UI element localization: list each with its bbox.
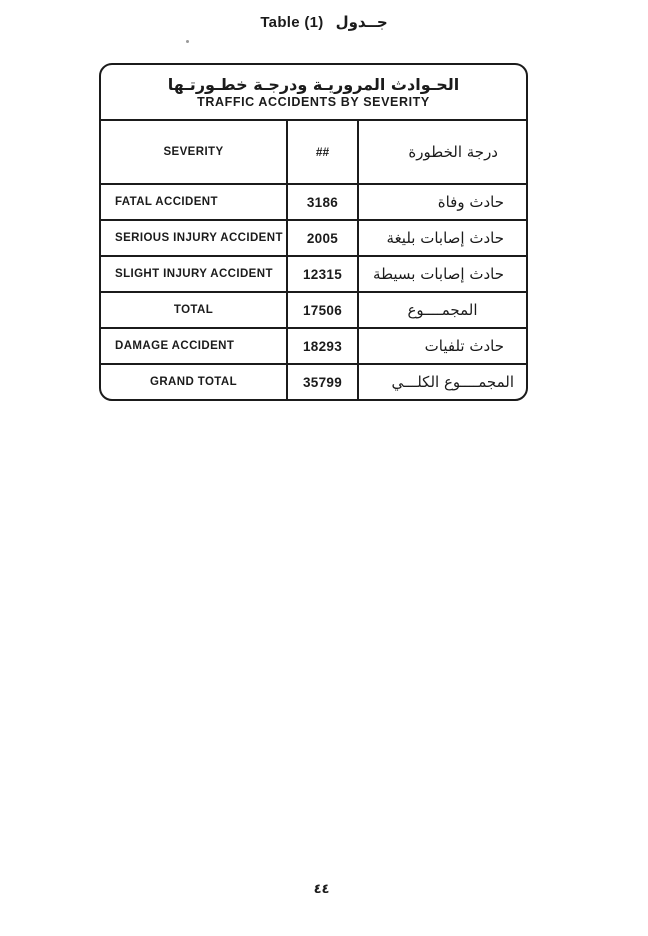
page-heading-arabic: جــدول — [335, 13, 388, 31]
page-number: ٤٤ — [313, 882, 330, 897]
severity-cell: SLIGHT INJURY ACCIDENT — [115, 268, 273, 280]
table-row — [101, 255, 526, 291]
severity-cell: SERIOUS INJURY ACCIDENT — [115, 232, 283, 244]
severity-cell: TOTAL — [173, 304, 214, 316]
severity-arabic-cell: المجمــــوع الكلـــي — [357, 365, 526, 399]
table-title-arabic: الحـوادث المروريـة ودرجـة خطـورتـها — [167, 75, 460, 95]
header-severity-arabic: درجة الخطورة — [357, 121, 526, 183]
table-row — [101, 363, 526, 399]
count-cell: 35799 — [286, 365, 357, 399]
page-heading-english: Table (1) — [260, 14, 324, 31]
table-row — [101, 327, 526, 363]
table-title-block — [101, 65, 526, 121]
traffic-accidents-table — [99, 63, 528, 401]
count-cell: 2005 — [286, 221, 357, 255]
count-cell: 12315 — [286, 257, 357, 291]
count-cell: 18293 — [286, 329, 357, 363]
severity-arabic-cell: المجمــــوع — [357, 293, 526, 327]
scan-speck — [186, 40, 189, 43]
severity-arabic-cell: حادث تلفيات — [357, 329, 526, 363]
table-title-english: TRAFFIC ACCIDENTS BY SEVERITY — [197, 94, 430, 109]
severity-arabic-cell: حادث إصابات بليغة — [357, 221, 526, 255]
severity-arabic-cell: حادث وفاة — [357, 185, 526, 219]
count-cell: 17506 — [286, 293, 357, 327]
header-count: ## — [286, 121, 357, 183]
table-row — [101, 219, 526, 255]
header-severity: SEVERITY — [163, 146, 224, 158]
count-cell: 3186 — [286, 185, 357, 219]
table-row — [101, 183, 526, 219]
table-header-row — [101, 121, 526, 183]
severity-cell: DAMAGE ACCIDENT — [115, 340, 235, 352]
severity-arabic-cell: حادث إصابات بسيطة — [357, 257, 526, 291]
table-row — [101, 291, 526, 327]
severity-cell: GRAND TOTAL — [149, 376, 238, 388]
page-heading — [0, 13, 648, 31]
severity-cell: FATAL ACCIDENT — [115, 196, 218, 208]
